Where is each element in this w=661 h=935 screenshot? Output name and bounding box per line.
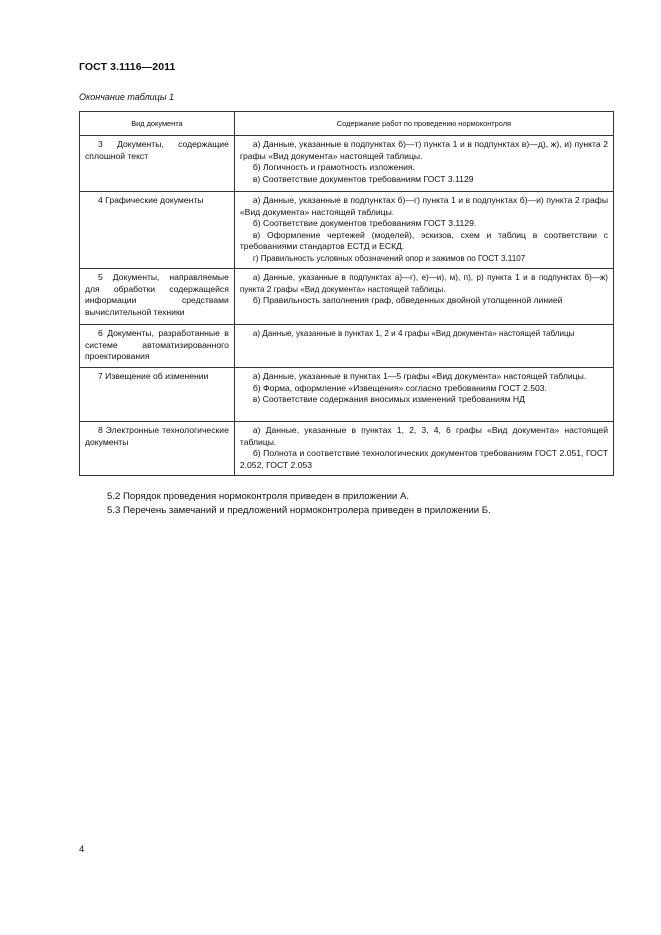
content-item: а) Данные, указанные в подпунктах б)—т) пункта 1 и в подпунктах в)—д), ж), и) пункта 2 графы «Вид документа» настоящей таблицы. xyxy=(239,139,608,161)
content-item: г) Правильность условных обозначений опор и зажимов по ГОСТ 3.1107 xyxy=(252,253,526,263)
table-row xyxy=(80,368,614,422)
table-row xyxy=(80,422,614,476)
content-item: а) Данные, указанные в подпунктах а)—г), е)—и), м), п), р) пункта 1 и в подпунктах б)—ж) пункта 2 графы «Вид документа» настоящей таблицы. xyxy=(239,273,608,294)
content-item: в) Соответствие документов требованиям ГОСТ 3.1129 xyxy=(252,173,474,184)
table-row xyxy=(80,192,614,269)
document-type-cell: 4 Графические документы xyxy=(80,192,235,269)
paragraph-5-2: 5.2 Порядок проведения нормоконтроля приведен в приложении А. xyxy=(107,491,410,502)
content-item: в) Оформление чертежей (моделей), эскизов, схем и таблиц в соответствии с требованиями стандартов ЕСТД и ЕСКД. xyxy=(239,229,608,251)
document-type-cell: 6 Документы, разработанные в системе автоматизированного проектирования xyxy=(80,325,235,368)
table-row xyxy=(80,269,614,325)
content-item: а) Данные, указанные в подпунктах б)—г) пункта 1 и в подпунктах б)—и) пункта 2 графы «Вид документа» настоящей таблицы. xyxy=(239,195,608,217)
table-caption: Окончание таблицы 1 xyxy=(79,92,174,102)
document-type-cell: 7 Извещение об изменении xyxy=(80,368,235,422)
content-cell xyxy=(234,368,613,422)
content-item: б) Форма, оформление «Извещения» согласно требованиям ГОСТ 2.503. xyxy=(252,382,547,393)
document-header: ГОСТ 3.1116—2011 xyxy=(79,61,176,73)
header-document-type: Вид документа xyxy=(80,112,235,136)
content-cell xyxy=(234,269,613,325)
content-cell xyxy=(234,192,613,269)
content-item: б) Логичность и грамотность изложения. xyxy=(252,162,415,172)
table-header-row xyxy=(80,112,614,136)
content-cell xyxy=(234,325,613,368)
control-table xyxy=(79,111,614,476)
content-item: а) Данные, указанные в пунктах 1, 2, 3, 4, 6 графы «Вид документа» настоящей таблицы. xyxy=(239,425,608,447)
document-type-cell: 8 Электронные технологические документы xyxy=(80,422,235,476)
content-item: а) Данные, указанные в пунктах 1, 2 и 4 графы «Вид документа» настоящей таблицы xyxy=(252,329,575,338)
document-type-cell: 5 Документы, направляемые для обработки содержащейся информации средствами вычислительной техники xyxy=(80,269,235,325)
table-row xyxy=(80,325,614,368)
content-cell xyxy=(234,136,613,192)
content-item: б) Правильность заполнения граф, обведенных двойной утолщенной линией xyxy=(252,295,563,305)
content-item: б) Соответствие документов требованиям ГОСТ 3.1129. xyxy=(252,218,477,228)
paragraph-5-3: 5.3 Перечень замечаний и предложений нормоконтролера приведен в приложении Б. xyxy=(107,505,491,516)
header-work-content: Содержание работ по проведению нормоконтроля xyxy=(234,112,613,136)
page-number: 4 xyxy=(79,844,85,855)
content-cell xyxy=(234,422,613,476)
table-row xyxy=(80,136,614,192)
document-type-cell: 3 Документы, содержащие сплошной текст xyxy=(80,136,235,192)
content-item: б) Полнота и соответствие технологических документов требованиям ГОСТ 2.051, ГОСТ 2.052, ГОСТ 2.053 xyxy=(239,448,608,470)
content-item: а) Данные, указанные в пунктах 1—5 графы «Вид документа» настоящей таблицы. xyxy=(252,371,587,381)
content-item: в) Соответствие содержания вносимых изменений требованиям НД xyxy=(252,394,525,404)
